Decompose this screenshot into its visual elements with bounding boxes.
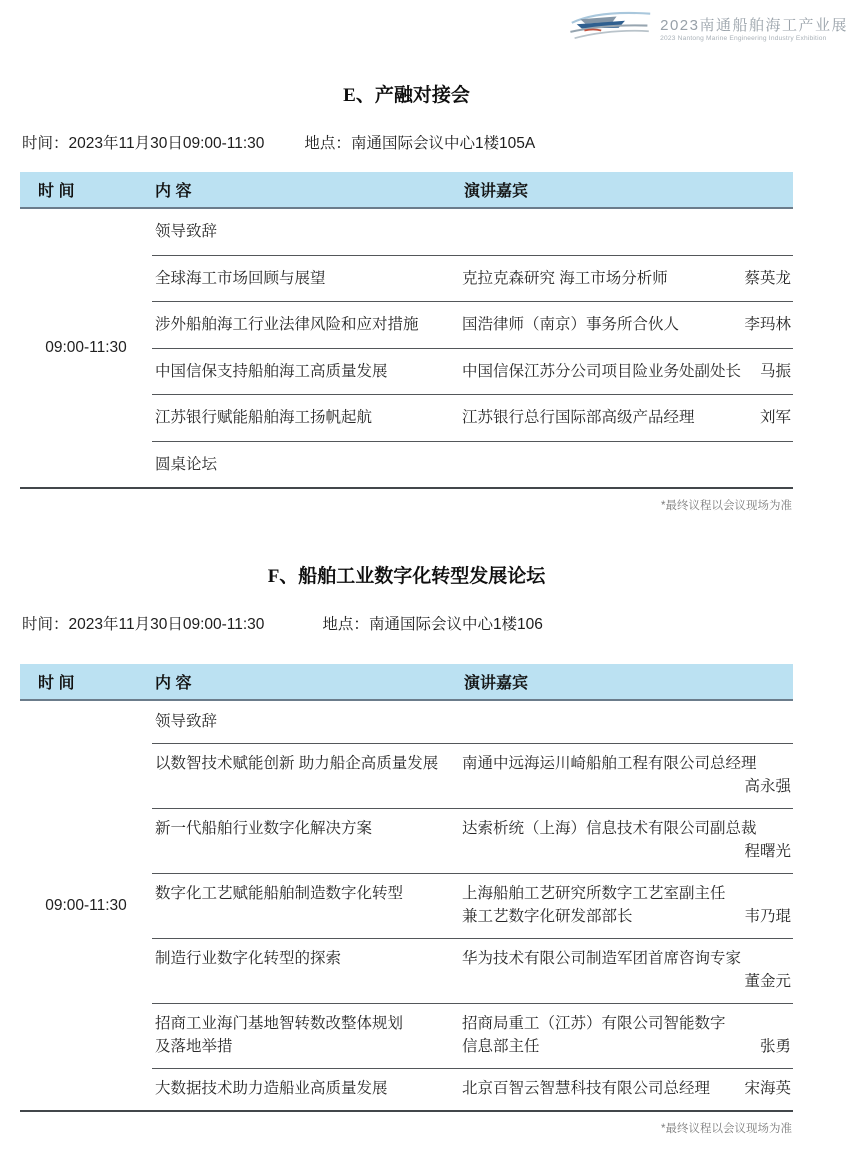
session-topic: 大数据技术助力造船业高质量发展 bbox=[155, 1080, 388, 1097]
session-speaker bbox=[462, 711, 793, 734]
speaker-name: 韦乃琨 bbox=[744, 907, 791, 925]
col-header-speaker: 演讲嘉宾 bbox=[464, 183, 529, 200]
table-body bbox=[20, 209, 793, 489]
agenda-rows bbox=[152, 209, 793, 487]
agenda-row bbox=[152, 939, 793, 1004]
session-topic: 制造行业数字化转型的探索 bbox=[155, 950, 342, 967]
speaker-title: 中国信保江苏分公司项目险业务处副处长 bbox=[462, 362, 742, 380]
col-header-speaker: 演讲嘉宾 bbox=[464, 675, 529, 692]
section-e-meta bbox=[20, 133, 793, 155]
venue-value: 南通国际会议中心1楼105A bbox=[350, 135, 536, 152]
session-speaker bbox=[462, 221, 793, 244]
meta-time bbox=[22, 135, 264, 152]
speaker-name: 李玛林 bbox=[744, 316, 791, 333]
agenda-row bbox=[152, 874, 793, 939]
speaker-title: 上海船舶工艺研究所数字工艺室副主任 bbox=[462, 885, 726, 902]
col-header-content: 内 容 bbox=[155, 675, 192, 692]
agenda-row bbox=[152, 302, 793, 349]
session-topic: 领导致辞 bbox=[155, 712, 218, 730]
speaker-title: 达索析统（上海）信息技术有限公司副总裁 bbox=[462, 820, 757, 837]
table-body bbox=[20, 701, 793, 1112]
section-f-title: F、船舶工业数字化转型发展论坛 bbox=[267, 566, 546, 587]
meta-time bbox=[22, 616, 264, 633]
speaker-title: 招商局重工（江苏）有限公司智能数字 bbox=[462, 1015, 726, 1032]
speaker-name: 程曙光 bbox=[744, 842, 791, 860]
session-time: 09:00-11:30 bbox=[45, 896, 127, 914]
logo-title-en: 2023 Nantong Marine Engineering Industry Exhibition bbox=[660, 34, 827, 42]
speaker-title: 兼工艺数字化研发部部长 bbox=[462, 907, 633, 925]
logo-title-cn: 2023南通船舶海工产业展 bbox=[660, 16, 848, 34]
agenda-row bbox=[152, 349, 793, 396]
section-e bbox=[20, 0, 793, 513]
meta-venue bbox=[304, 135, 535, 152]
speaker-name: 马振 bbox=[759, 362, 791, 380]
venue-label: 地点： bbox=[304, 135, 351, 152]
session-speaker bbox=[462, 818, 793, 863]
session-speaker bbox=[462, 1013, 793, 1058]
ship-logo-icon bbox=[569, 7, 653, 52]
agenda-row bbox=[152, 395, 793, 442]
session-speaker bbox=[462, 407, 793, 430]
session-speaker bbox=[462, 1078, 793, 1101]
speaker-title: 国浩律师（南京）事务所合伙人 bbox=[462, 316, 680, 333]
meta-venue bbox=[322, 616, 543, 633]
speaker-title: 克拉克森研究 海工市场分析师 bbox=[462, 269, 668, 287]
speaker-title: 华为技术有限公司制造军团首席咨询专家 bbox=[462, 950, 742, 967]
section-f bbox=[20, 513, 793, 1136]
venue-label: 地点： bbox=[322, 616, 369, 633]
agenda-row bbox=[152, 442, 793, 488]
session-topic: 领导致辞 bbox=[155, 223, 218, 240]
speaker-title: 信息部主任 bbox=[462, 1037, 540, 1055]
speaker-title: 江苏银行总行国际部高级产品经理 bbox=[462, 409, 695, 426]
session-time: 09:00-11:30 bbox=[45, 339, 127, 356]
section-f-meta bbox=[20, 614, 793, 636]
agenda-rows bbox=[152, 701, 793, 1110]
session-speaker bbox=[462, 883, 793, 928]
agenda-row bbox=[152, 209, 793, 256]
session-topic: 全球海工市场回顾与展望 bbox=[155, 269, 326, 287]
agenda-row bbox=[152, 256, 793, 303]
footnote: *最终议程以会议现场为准 bbox=[661, 500, 792, 512]
session-topic: 招商工业海门基地智转数改整体规划 及落地举措 bbox=[155, 1015, 404, 1055]
agenda-row bbox=[152, 1004, 793, 1069]
agenda-table-f bbox=[20, 664, 793, 1112]
session-speaker bbox=[462, 948, 793, 993]
session-topic: 中国信保支持船舶海工高质量发展 bbox=[155, 362, 388, 380]
time-label: 时间： bbox=[22, 135, 69, 152]
table-header bbox=[20, 172, 793, 209]
venue-value: 南通国际会议中心1楼106 bbox=[368, 616, 543, 633]
session-speaker bbox=[462, 268, 793, 291]
agenda-row bbox=[152, 1069, 793, 1111]
agenda-row bbox=[152, 744, 793, 809]
agenda-table-e bbox=[20, 172, 793, 489]
speaker-name: 刘军 bbox=[759, 409, 791, 426]
col-header-content: 内 容 bbox=[155, 183, 192, 200]
session-speaker bbox=[462, 753, 793, 798]
footnote: *最终议程以会议现场为准 bbox=[661, 1123, 792, 1135]
speaker-name: 蔡英龙 bbox=[744, 269, 791, 287]
session-topic: 江苏银行赋能船舶海工扬帆起航 bbox=[155, 409, 373, 426]
exhibition-logo bbox=[569, 7, 848, 52]
session-speaker bbox=[462, 454, 793, 477]
time-label: 时间： bbox=[22, 616, 69, 633]
col-header-time: 时 间 bbox=[38, 183, 75, 200]
time-value: 2023年11月30日09:00-11:30 bbox=[68, 616, 265, 633]
section-e-title: E、产融对接会 bbox=[343, 85, 470, 106]
agenda-row bbox=[152, 701, 793, 744]
session-topic: 涉外船舶海工行业法律风险和应对措施 bbox=[155, 316, 419, 333]
session-speaker bbox=[462, 361, 793, 384]
time-value: 2023年11月30日09:00-11:30 bbox=[68, 135, 265, 152]
session-topic: 新一代船舶行业数字化解决方案 bbox=[155, 820, 373, 837]
session-speaker bbox=[462, 314, 793, 337]
speaker-title: 北京百智云智慧科技有限公司总经理 bbox=[462, 1080, 711, 1097]
speaker-name: 高永强 bbox=[744, 777, 791, 795]
speaker-name: 宋海英 bbox=[744, 1080, 791, 1097]
speaker-name: 张勇 bbox=[759, 1037, 791, 1055]
session-topic: 以数智技术赋能创新 助力船企高质量发展 bbox=[155, 755, 439, 772]
col-header-time: 时 间 bbox=[38, 675, 75, 692]
speaker-title: 南通中远海运川崎船舶工程有限公司总经理 bbox=[462, 755, 757, 772]
table-header bbox=[20, 664, 793, 701]
agenda-row bbox=[152, 809, 793, 874]
session-topic: 圆桌论坛 bbox=[155, 455, 218, 473]
speaker-name: 董金元 bbox=[744, 972, 791, 990]
session-topic: 数字化工艺赋能船舶制造数字化转型 bbox=[155, 885, 404, 902]
